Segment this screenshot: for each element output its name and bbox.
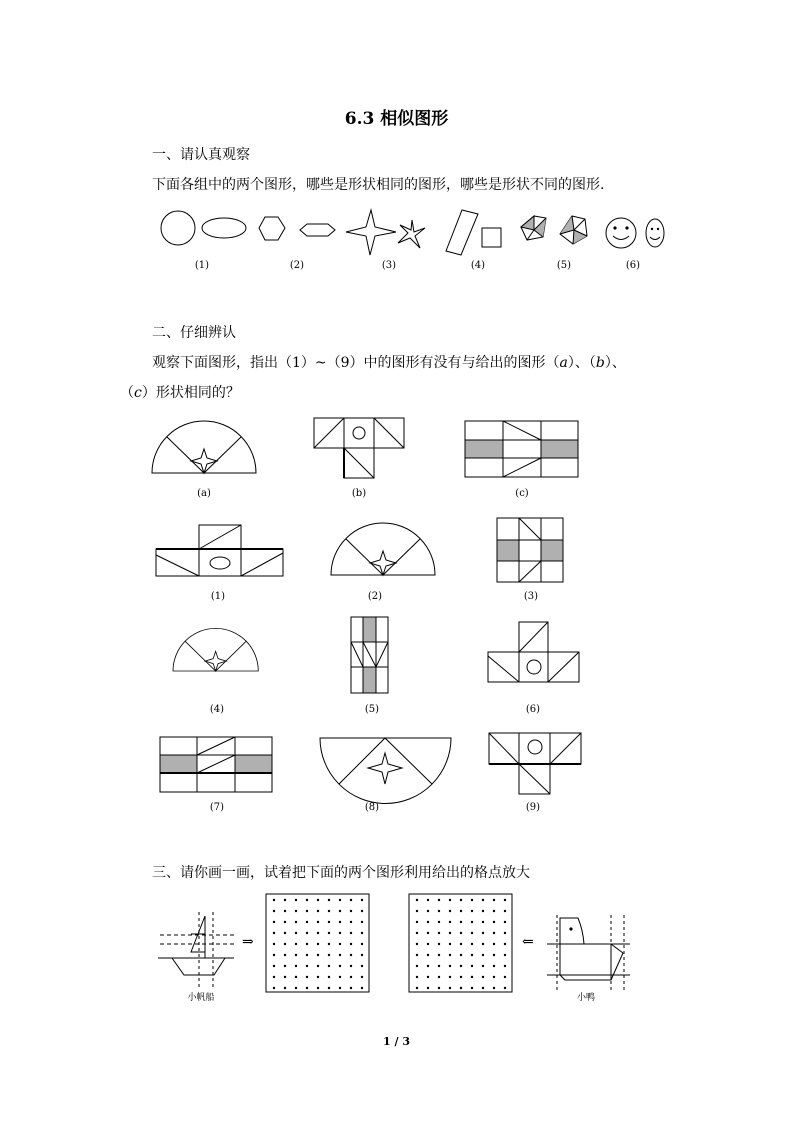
grid-dot: [361, 899, 363, 901]
grid-dot: [284, 899, 286, 901]
grid-dot: [328, 899, 330, 901]
s2-caption-4: (4): [209, 704, 225, 715]
grid-dot: [306, 976, 308, 978]
grid-dot: [449, 910, 451, 912]
grid-dot: [339, 899, 341, 901]
s2-caption-5: (5): [364, 704, 380, 715]
grid-dot: [328, 976, 330, 978]
grid-dot: [471, 932, 473, 934]
sailboat-figure: [158, 912, 234, 988]
grid-dot: [306, 910, 308, 912]
grid-dot: [493, 943, 495, 945]
grid-dot: [361, 932, 363, 934]
grid-dot: [427, 987, 429, 989]
grid-dot: [339, 965, 341, 967]
grid-dot: [438, 954, 440, 956]
grid-dot: [339, 932, 341, 934]
grid-dot: [339, 910, 341, 912]
grid-dot: [350, 910, 352, 912]
grid-dot: [284, 921, 286, 923]
grid-dot: [460, 943, 462, 945]
grid-dot: [416, 921, 418, 923]
duck-figure: [547, 915, 630, 993]
grid-dot: [317, 899, 319, 901]
grid-dot: [482, 943, 484, 945]
grid-dot: [295, 943, 297, 945]
grid-dot: [317, 943, 319, 945]
grid-dot: [361, 987, 363, 989]
grid-dot: [317, 987, 319, 989]
grid-dot: [504, 987, 506, 989]
grid-dot: [273, 899, 275, 901]
grid-dot: [350, 943, 352, 945]
grid-dot: [449, 921, 451, 923]
section1-text: 下面各组中的两个图形，哪些是形状相同的图形，哪些是形状不同的图形.: [152, 177, 605, 193]
grid-dot: [504, 899, 506, 901]
grid-dot: [273, 965, 275, 967]
section2-text-line2: （c）形状相同的？: [120, 385, 240, 401]
grid-dot: [482, 987, 484, 989]
grid-dot: [504, 943, 506, 945]
grid-dot: [306, 987, 308, 989]
grid-dot: [339, 943, 341, 945]
grid-dot: [482, 976, 484, 978]
s2-caption-1: (1): [210, 591, 226, 602]
grid-dot: [482, 921, 484, 923]
grid-dot: [284, 910, 286, 912]
grid-dot: [460, 965, 462, 967]
grid-dot: [493, 921, 495, 923]
grid-dot: [361, 965, 363, 967]
grid-dot: [493, 899, 495, 901]
grid-dot: [350, 987, 352, 989]
grid-dot: [273, 987, 275, 989]
grid-dot: [317, 965, 319, 967]
grid-dot: [361, 921, 363, 923]
grid-dot: [328, 954, 330, 956]
grid-dot: [350, 899, 352, 901]
grid-dot: [460, 921, 462, 923]
grid-dot: [493, 987, 495, 989]
section1-heading: 一、请认真观察: [152, 147, 250, 163]
grid-dot: [273, 910, 275, 912]
grid-dot: [273, 943, 275, 945]
page-number: 1 / 3: [383, 1035, 410, 1048]
caption-a: (a): [197, 488, 211, 499]
s1-caption-3: (3): [381, 260, 397, 271]
grid-dot: [449, 932, 451, 934]
s2-caption-9: (9): [525, 802, 541, 813]
grid-dot: [471, 943, 473, 945]
grid-dot: [504, 965, 506, 967]
grid-dot: [328, 910, 330, 912]
grid-dot: [295, 932, 297, 934]
grid-dot: [427, 976, 429, 978]
s2-caption-8: (8): [364, 802, 380, 813]
grid-dot: [427, 965, 429, 967]
grid-dot: [273, 932, 275, 934]
grid-dot: [438, 932, 440, 934]
grid-dot: [306, 921, 308, 923]
arrow-right-icon: ⇒: [242, 934, 254, 950]
grid-dot: [427, 899, 429, 901]
grid-dot: [328, 932, 330, 934]
arrow-left-icon: ⇐: [522, 934, 534, 950]
grid-dot: [493, 910, 495, 912]
grid-dot: [339, 921, 341, 923]
grid-dot: [438, 965, 440, 967]
s1-caption-6: (6): [625, 260, 641, 271]
grid-dot: [493, 954, 495, 956]
grid-dot: [471, 954, 473, 956]
grid-dot: [295, 965, 297, 967]
s2-caption-3: (3): [523, 591, 539, 602]
grid-dot: [504, 910, 506, 912]
s2-caption-2: (2): [367, 591, 383, 602]
grid-dot: [427, 932, 429, 934]
grid-dot: [482, 965, 484, 967]
s2-caption-7: (7): [209, 802, 225, 813]
grid-dot: [284, 987, 286, 989]
grid-dot: [471, 965, 473, 967]
grid-dot: [427, 910, 429, 912]
grid-dot: [460, 899, 462, 901]
grid-dot: [284, 943, 286, 945]
grid-dot: [295, 987, 297, 989]
grid-dot: [438, 910, 440, 912]
section2-text-line1: 观察下面图形，指出（1）~（9）中的图形有没有与给出的图形（a）、（b）、: [152, 355, 626, 371]
grid-dot: [284, 954, 286, 956]
grid-dot: [482, 899, 484, 901]
grid-dot: [295, 910, 297, 912]
grid-dot: [427, 921, 429, 923]
grid-dot: [339, 987, 341, 989]
grid-dot: [449, 976, 451, 978]
grid-dot: [416, 954, 418, 956]
grid-dot: [361, 943, 363, 945]
dot-grid-left: [273, 899, 363, 989]
grid-dot: [460, 910, 462, 912]
grid-dot: [284, 965, 286, 967]
grid-dot: [416, 943, 418, 945]
grid-dot: [504, 976, 506, 978]
grid-dot: [449, 954, 451, 956]
grid-dot: [339, 976, 341, 978]
grid-dot: [295, 976, 297, 978]
grid-dot: [339, 954, 341, 956]
grid-dot: [438, 899, 440, 901]
caption-c: (c): [515, 488, 529, 499]
grid-dot: [449, 899, 451, 901]
grid-dot: [350, 932, 352, 934]
grid-dot: [361, 976, 363, 978]
grid-dot: [284, 932, 286, 934]
grid-dot: [295, 921, 297, 923]
grid-dot: [273, 976, 275, 978]
grid-dot: [416, 899, 418, 901]
grid-dot: [460, 987, 462, 989]
grid-dot: [306, 932, 308, 934]
grid-dot: [460, 932, 462, 934]
sailboat-label: 小帆船: [187, 993, 215, 1003]
grid-dot: [493, 932, 495, 934]
grid-dot: [438, 976, 440, 978]
s1-caption-1: (1): [194, 260, 210, 271]
grid-dot: [306, 965, 308, 967]
grid-dot: [328, 987, 330, 989]
grid-dot: [416, 987, 418, 989]
caption-b: (b): [351, 488, 367, 499]
grid-dot: [317, 910, 319, 912]
grid-dot: [427, 954, 429, 956]
grid-dot: [317, 932, 319, 934]
grid-dot: [284, 976, 286, 978]
grid-dot: [416, 932, 418, 934]
grid-dot: [295, 899, 297, 901]
grid-dot: [449, 987, 451, 989]
grid-dot: [361, 954, 363, 956]
grid-dot: [471, 987, 473, 989]
grid-dot: [350, 965, 352, 967]
grid-dot: [317, 921, 319, 923]
grid-dot: [427, 943, 429, 945]
grid-dot: [306, 943, 308, 945]
grid-dot: [317, 954, 319, 956]
grid-dot: [317, 976, 319, 978]
grid-dot: [504, 954, 506, 956]
s1-caption-5: (5): [556, 260, 572, 271]
s1-caption-2: (2): [289, 260, 305, 271]
grid-dot: [306, 899, 308, 901]
s2-caption-6: (6): [525, 704, 541, 715]
grid-dot: [328, 965, 330, 967]
grid-dot: [493, 965, 495, 967]
grid-dot: [471, 910, 473, 912]
section2-heading: 二、仔细辨认: [152, 325, 236, 341]
grid-dot: [471, 976, 473, 978]
grid-dot: [482, 910, 484, 912]
grid-dot: [460, 954, 462, 956]
duck-label: 小鸭: [576, 993, 595, 1003]
section3-heading: 三、请你画一画，试着把下面的两个图形利用给出的格点放大: [152, 865, 530, 881]
s1-caption-4: (4): [470, 260, 486, 271]
grid-dot: [482, 932, 484, 934]
grid-dot: [361, 910, 363, 912]
grid-dot: [504, 921, 506, 923]
grid-dot: [273, 954, 275, 956]
grid-dot: [306, 954, 308, 956]
grid-dot: [416, 965, 418, 967]
grid-dot: [504, 932, 506, 934]
grid-dot: [449, 943, 451, 945]
grid-dot: [449, 965, 451, 967]
grid-dot: [328, 921, 330, 923]
grid-dot: [460, 976, 462, 978]
grid-dot: [482, 954, 484, 956]
grid-dot: [471, 921, 473, 923]
grid-dot: [438, 921, 440, 923]
grid-dot: [416, 910, 418, 912]
grid-dot: [350, 976, 352, 978]
grid-dot: [328, 943, 330, 945]
dot-grid-right: [416, 899, 506, 989]
page-title: 6.3 相似图形: [344, 109, 449, 129]
grid-dot: [471, 899, 473, 901]
grid-dot: [273, 921, 275, 923]
grid-dot: [350, 921, 352, 923]
grid-dot: [295, 954, 297, 956]
grid-dot: [350, 954, 352, 956]
grid-dot: [493, 976, 495, 978]
grid-dot: [438, 943, 440, 945]
grid-dot: [416, 976, 418, 978]
grid-dot: [438, 987, 440, 989]
